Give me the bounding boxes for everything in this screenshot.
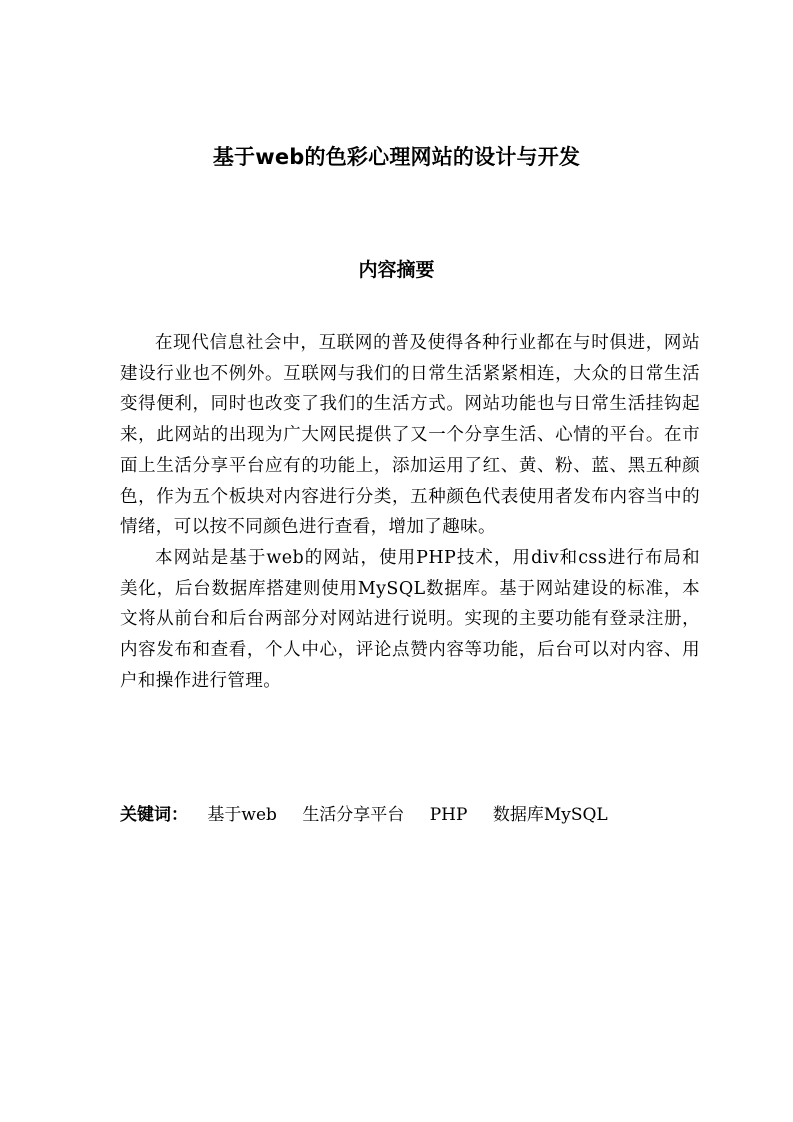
abstract-paragraph: 在现代信息社会中，互联网的普及使得各种行业都在与时俱进，网站建设行业也不例外。互联网与我们的日常生活紧紧相连，大众的日常生活变得便利，同时也改变了我们的生活方式。网站功能也与日常生活挂钩起来，此网站的出现为广大网民提供了又一个分享生活、心情的平台。在市面上生活分享平台应有的功能上，添加运用了红、黄、粉、蓝、黑五种颜色，作为五个板块对内容进行分类，五种颜色代表使用者发布内容当中的情绪，可以按不同颜色进行查看，增加了趣味。 [120, 333, 700, 538]
keyword-item: 数据库MySQL [492, 805, 608, 825]
document-title: 基于web的色彩心理网站的设计与开发 [212, 145, 581, 169]
keyword-item: 基于web [207, 805, 277, 825]
abstract-paragraph: 本网站是基于web的网站，使用PHP技术，用div和css进行布局和美化，后台数据库搭建则使用MySQL数据库。基于网站建设的标准，本文将从前台和后台两部分对网站进行说明。实现的主要功能有登录注册，内容发布和查看，个人中心，评论点赞内容等功能，后台可以对内容、用户和操作进行管理。 [120, 547, 700, 691]
keywords-label: 关键词： [120, 805, 188, 825]
keyword-item: PHP [429, 805, 468, 825]
keyword-item: 生活分享平台 [302, 805, 405, 825]
abstract-heading: 内容摘要 [358, 259, 435, 281]
keywords-line [120, 802, 700, 828]
abstract-body [120, 328, 700, 696]
